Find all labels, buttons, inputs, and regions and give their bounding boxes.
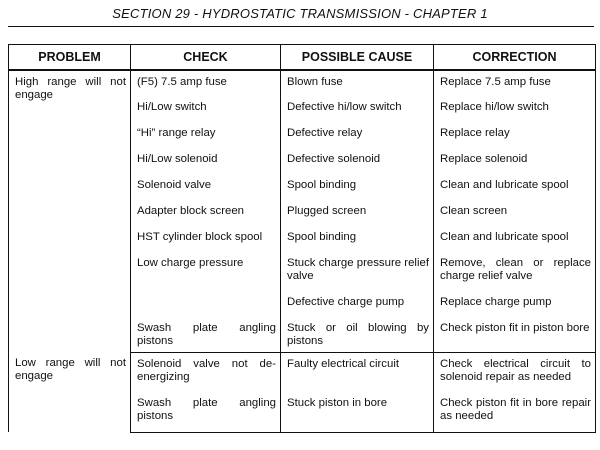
- correction-cell: Clean and lubricate spool: [434, 174, 596, 200]
- column-header-check: CHECK: [131, 45, 281, 71]
- correction-cell: Replace 7.5 amp fuse: [434, 70, 596, 96]
- check-cell: Hi/Low switch: [131, 96, 281, 122]
- check-cell: Hi/Low solenoid: [131, 148, 281, 174]
- cause-cell: Stuck charge pressure relief valve: [281, 252, 434, 291]
- correction-cell: Replace relay: [434, 122, 596, 148]
- check-cell: Low charge pressure: [131, 252, 281, 291]
- check-cell: Adapter block screen: [131, 200, 281, 226]
- check-cell: Swash plate angling pistons: [131, 317, 281, 352]
- table-row: [9, 352, 596, 392]
- cause-cell: Spool binding: [281, 174, 434, 200]
- cause-cell: Defective hi/low switch: [281, 96, 434, 122]
- correction-cell: Clean screen: [434, 200, 596, 226]
- correction-cell: Remove, clean or replace charge relief valve: [434, 252, 596, 291]
- correction-cell: Replace hi/low switch: [434, 96, 596, 122]
- table-row: [9, 70, 596, 96]
- check-cell: Swash plate angling pistons: [131, 392, 281, 432]
- troubleshooting-table: [8, 44, 596, 433]
- cause-cell: Blown fuse: [281, 70, 434, 96]
- check-cell: Solenoid valve not de-energizing: [131, 352, 281, 392]
- check-cell: (F5) 7.5 amp fuse: [131, 70, 281, 96]
- check-cell: [131, 291, 281, 317]
- cause-cell: Stuck or oil blowing by pistons: [281, 317, 434, 352]
- correction-cell: Check electrical circuit to solenoid repair as needed: [434, 352, 596, 392]
- page-header: SECTION 29 - HYDROSTATIC TRANSMISSION - CHAPTER 1: [112, 6, 488, 21]
- check-cell: HST cylinder block spool: [131, 226, 281, 252]
- cause-cell: Faulty electrical circuit: [281, 352, 434, 392]
- cause-cell: Defective charge pump: [281, 291, 434, 317]
- correction-cell: Check piston fit in bore repair as needed: [434, 392, 596, 432]
- correction-cell: Replace charge pump: [434, 291, 596, 317]
- header-rule: [8, 26, 594, 27]
- correction-cell: Replace solenoid: [434, 148, 596, 174]
- cause-cell: Defective solenoid: [281, 148, 434, 174]
- problem-cell: Low range will not engage: [9, 352, 131, 432]
- cause-cell: Defective relay: [281, 122, 434, 148]
- correction-cell: Check piston fit in piston bore: [434, 317, 596, 352]
- problem-cell: High range will not engage: [9, 70, 131, 352]
- column-header-correction: CORRECTION: [434, 45, 596, 71]
- column-header-problem: PROBLEM: [9, 45, 131, 71]
- check-cell: “Hi” range relay: [131, 122, 281, 148]
- cause-cell: Stuck piston in bore: [281, 392, 434, 432]
- cause-cell: Plugged screen: [281, 200, 434, 226]
- cause-cell: Spool binding: [281, 226, 434, 252]
- check-cell: Solenoid valve: [131, 174, 281, 200]
- column-header-possible-cause: POSSIBLE CAUSE: [281, 45, 434, 71]
- table-header-row: [9, 45, 596, 71]
- correction-cell: Clean and lubricate spool: [434, 226, 596, 252]
